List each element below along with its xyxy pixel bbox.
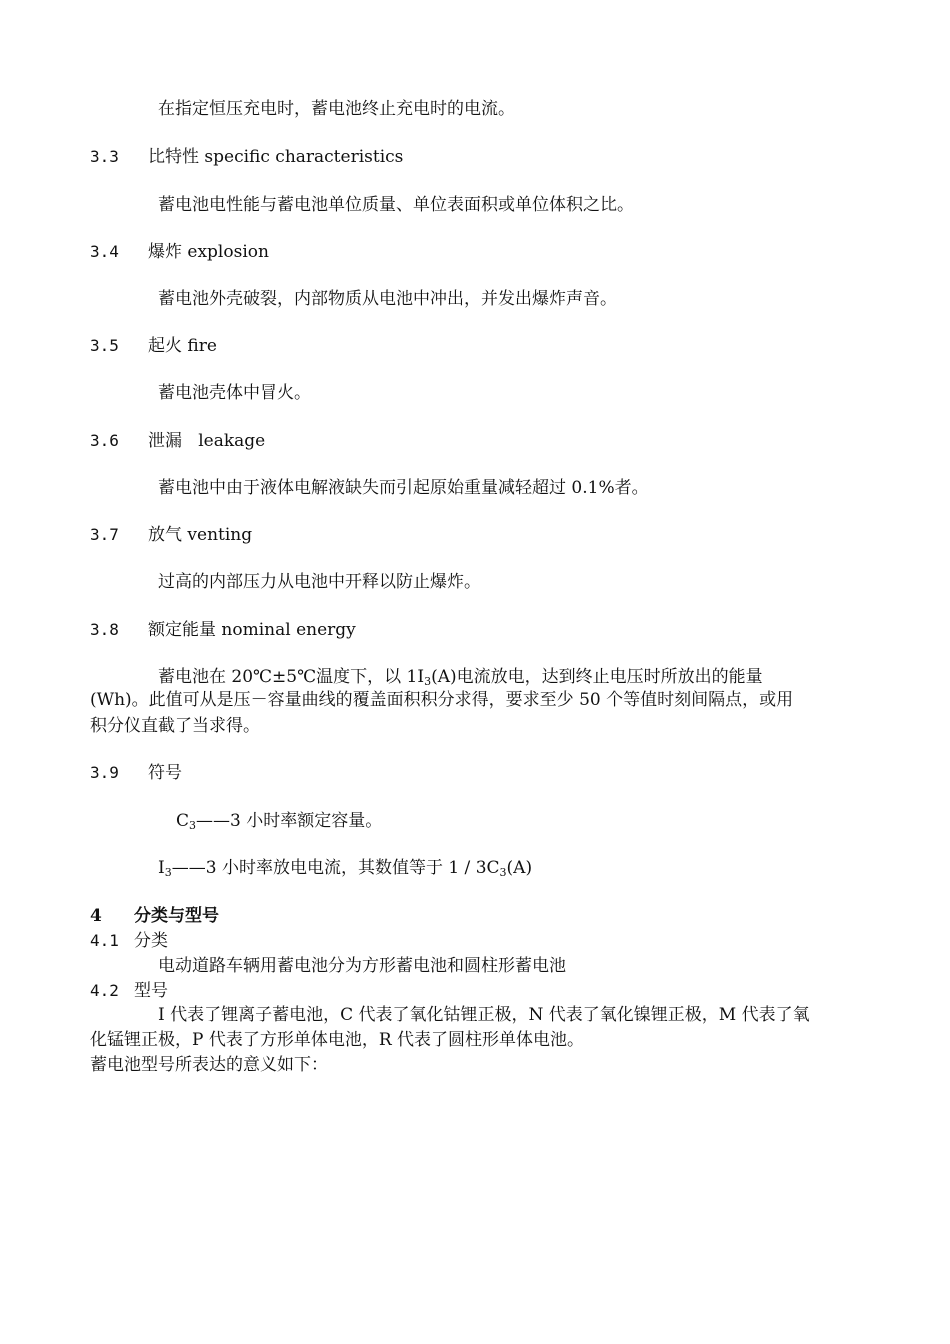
section-heading-4 [90, 905, 219, 927]
definition-text-line [158, 666, 763, 688]
section-number: 4 [90, 906, 102, 926]
section-title: 分类与型号 [134, 906, 219, 926]
section-number: 3.5 [90, 336, 119, 355]
section-heading-3-7 [90, 524, 252, 546]
section-number: 4.2 [90, 981, 119, 1000]
definition-text: 蓄电池壳体中冒火。 [158, 383, 311, 403]
definition-text-line: I 代表了锂离子蓄电池，C 代表了氧化钴锂正极，N 代表了氧化镍锂正极，M 代表了氧 [158, 1005, 810, 1025]
section-title: 分类 [134, 931, 168, 951]
text-run: (A)电流放电，达到终止电压时所放出的能量 [431, 667, 763, 687]
section-heading-3-6 [90, 430, 265, 452]
definition-text: 蓄电池中由于液体电解液缺失而引起原始重量减轻超过 0.1%者。 [158, 478, 649, 498]
section-heading-4-1 [90, 930, 168, 952]
section-number: 3.6 [90, 431, 119, 450]
section-title: 比特性 specific characteristics [148, 147, 404, 167]
section-title: 额定能量 nominal energy [148, 620, 356, 640]
section-number: 3.7 [90, 525, 119, 544]
definition-text-line: 积分仪直截了当求得。 [90, 716, 260, 736]
symbol-c3-definition [176, 810, 382, 832]
definition-text: 过高的内部压力从电池中开释以防止爆炸。 [158, 572, 481, 592]
section-title: 起火 fire [148, 336, 217, 356]
definition-text: 电动道路车辆用蓄电池分为方形蓄电池和圆柱形蓄电池 [158, 956, 566, 976]
subscript: 3 [424, 675, 432, 688]
section-number: 3.4 [90, 242, 119, 261]
text-run: 蓄电池在 20℃±5℃温度下，以 1I [158, 667, 425, 687]
definition-text: 蓄电池电性能与蓄电池单位质量、单位表面积或单位体积之比。 [158, 195, 634, 215]
section-heading-3-3 [90, 146, 403, 168]
symbol-description: ——3 小时率额定容量。 [196, 811, 383, 831]
section-title: 泄漏 leakage [148, 431, 266, 451]
section-number: 3.9 [90, 763, 119, 782]
subscript: 3 [499, 866, 507, 879]
symbol: C [176, 811, 190, 831]
symbol: I [158, 858, 165, 878]
symbol-i3-definition [158, 857, 532, 879]
closing-text: 蓄电池型号所表达的意义如下： [90, 1055, 328, 1075]
symbol-description: ——3 小时率放电电流，其数值等于 1 / 3C [171, 858, 500, 878]
section-heading-4-2 [90, 980, 168, 1002]
subscript: 3 [164, 866, 172, 879]
section-title: 型号 [134, 981, 168, 1001]
definition-text: 在指定恒压充电时，蓄电池终止充电时的电流。 [158, 99, 515, 119]
section-heading-3-9 [90, 762, 182, 784]
definition-text: 蓄电池外壳破裂，内部物质从电池中冲出，并发出爆炸声音。 [158, 289, 617, 309]
section-number: 3.3 [90, 147, 119, 166]
definition-text-line: 化锰锂正极，P 代表了方形单体电池，R 代表了圆柱形单体电池。 [90, 1030, 585, 1050]
section-heading-3-8 [90, 619, 356, 641]
subscript: 3 [189, 819, 197, 832]
definition-text-line: (Wh)。此值可从是压－容量曲线的覆盖面积积分求得，要求至少 50 个等值时刻间隔点，或用 [90, 690, 794, 710]
section-number: 4.1 [90, 931, 119, 950]
section-title: 放气 venting [148, 525, 253, 545]
section-title: 符号 [148, 763, 182, 783]
section-heading-3-5 [90, 335, 217, 357]
section-number: 3.8 [90, 620, 119, 639]
symbol-description: (A) [506, 858, 533, 878]
section-heading-3-4 [90, 241, 269, 263]
section-title: 爆炸 explosion [148, 242, 269, 262]
